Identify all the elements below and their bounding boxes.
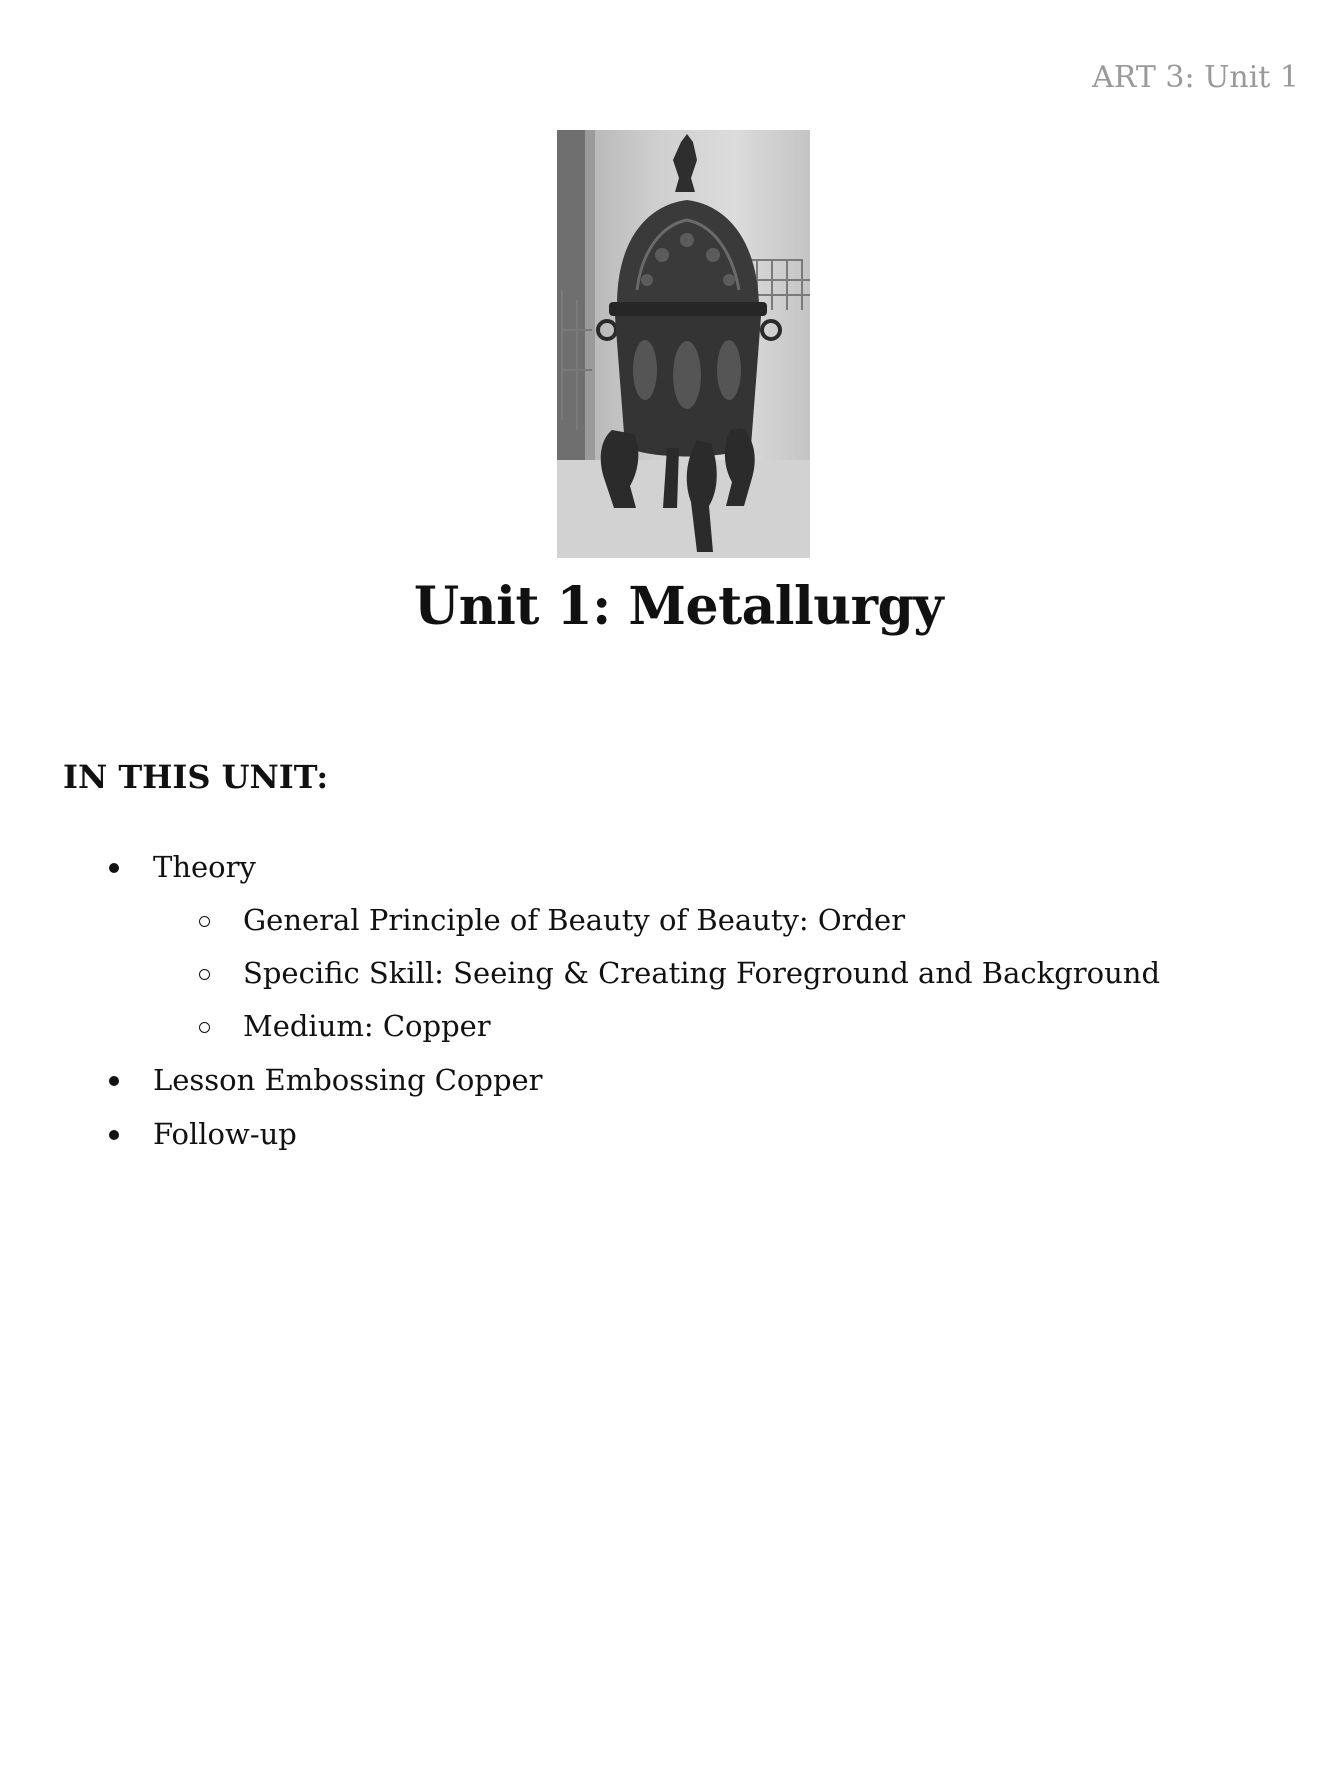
list-item-label: Theory <box>153 850 256 884</box>
sublist-item-label: Medium: Copper <box>243 1009 491 1043</box>
bullet-dot-icon <box>109 1130 119 1140</box>
bullet-circle-icon <box>199 1022 210 1033</box>
bullet-circle-icon <box>199 969 210 980</box>
list-item-theory <box>0 840 1327 894</box>
unit-outline <box>0 840 1327 1161</box>
bullet-circle-icon <box>199 916 210 927</box>
list-item-follow-up <box>0 1107 1327 1161</box>
bullet-dot-icon <box>109 1076 119 1086</box>
baptismal-font-photo <box>557 130 810 558</box>
section-heading: IN THIS UNIT: <box>63 758 329 796</box>
sublist-item-label: General Principle of Beauty of Beauty: Order <box>243 903 906 937</box>
page-title: Unit 1: Metallurgy <box>413 576 944 637</box>
sublist-item-label: Specific Skill: Seeing & Creating Foreground and Background <box>243 956 1161 990</box>
running-header: ART 3: Unit 1 <box>1092 60 1299 95</box>
sublist-item-skill <box>0 947 1327 1000</box>
sublist-item-medium <box>0 1000 1327 1053</box>
bullet-dot-icon <box>109 863 119 873</box>
list-item-label: Follow-up <box>153 1117 297 1151</box>
list-item-lesson <box>0 1053 1327 1107</box>
sublist-item-principle <box>0 894 1327 947</box>
list-item-label: Lesson Embossing Copper <box>153 1063 543 1097</box>
